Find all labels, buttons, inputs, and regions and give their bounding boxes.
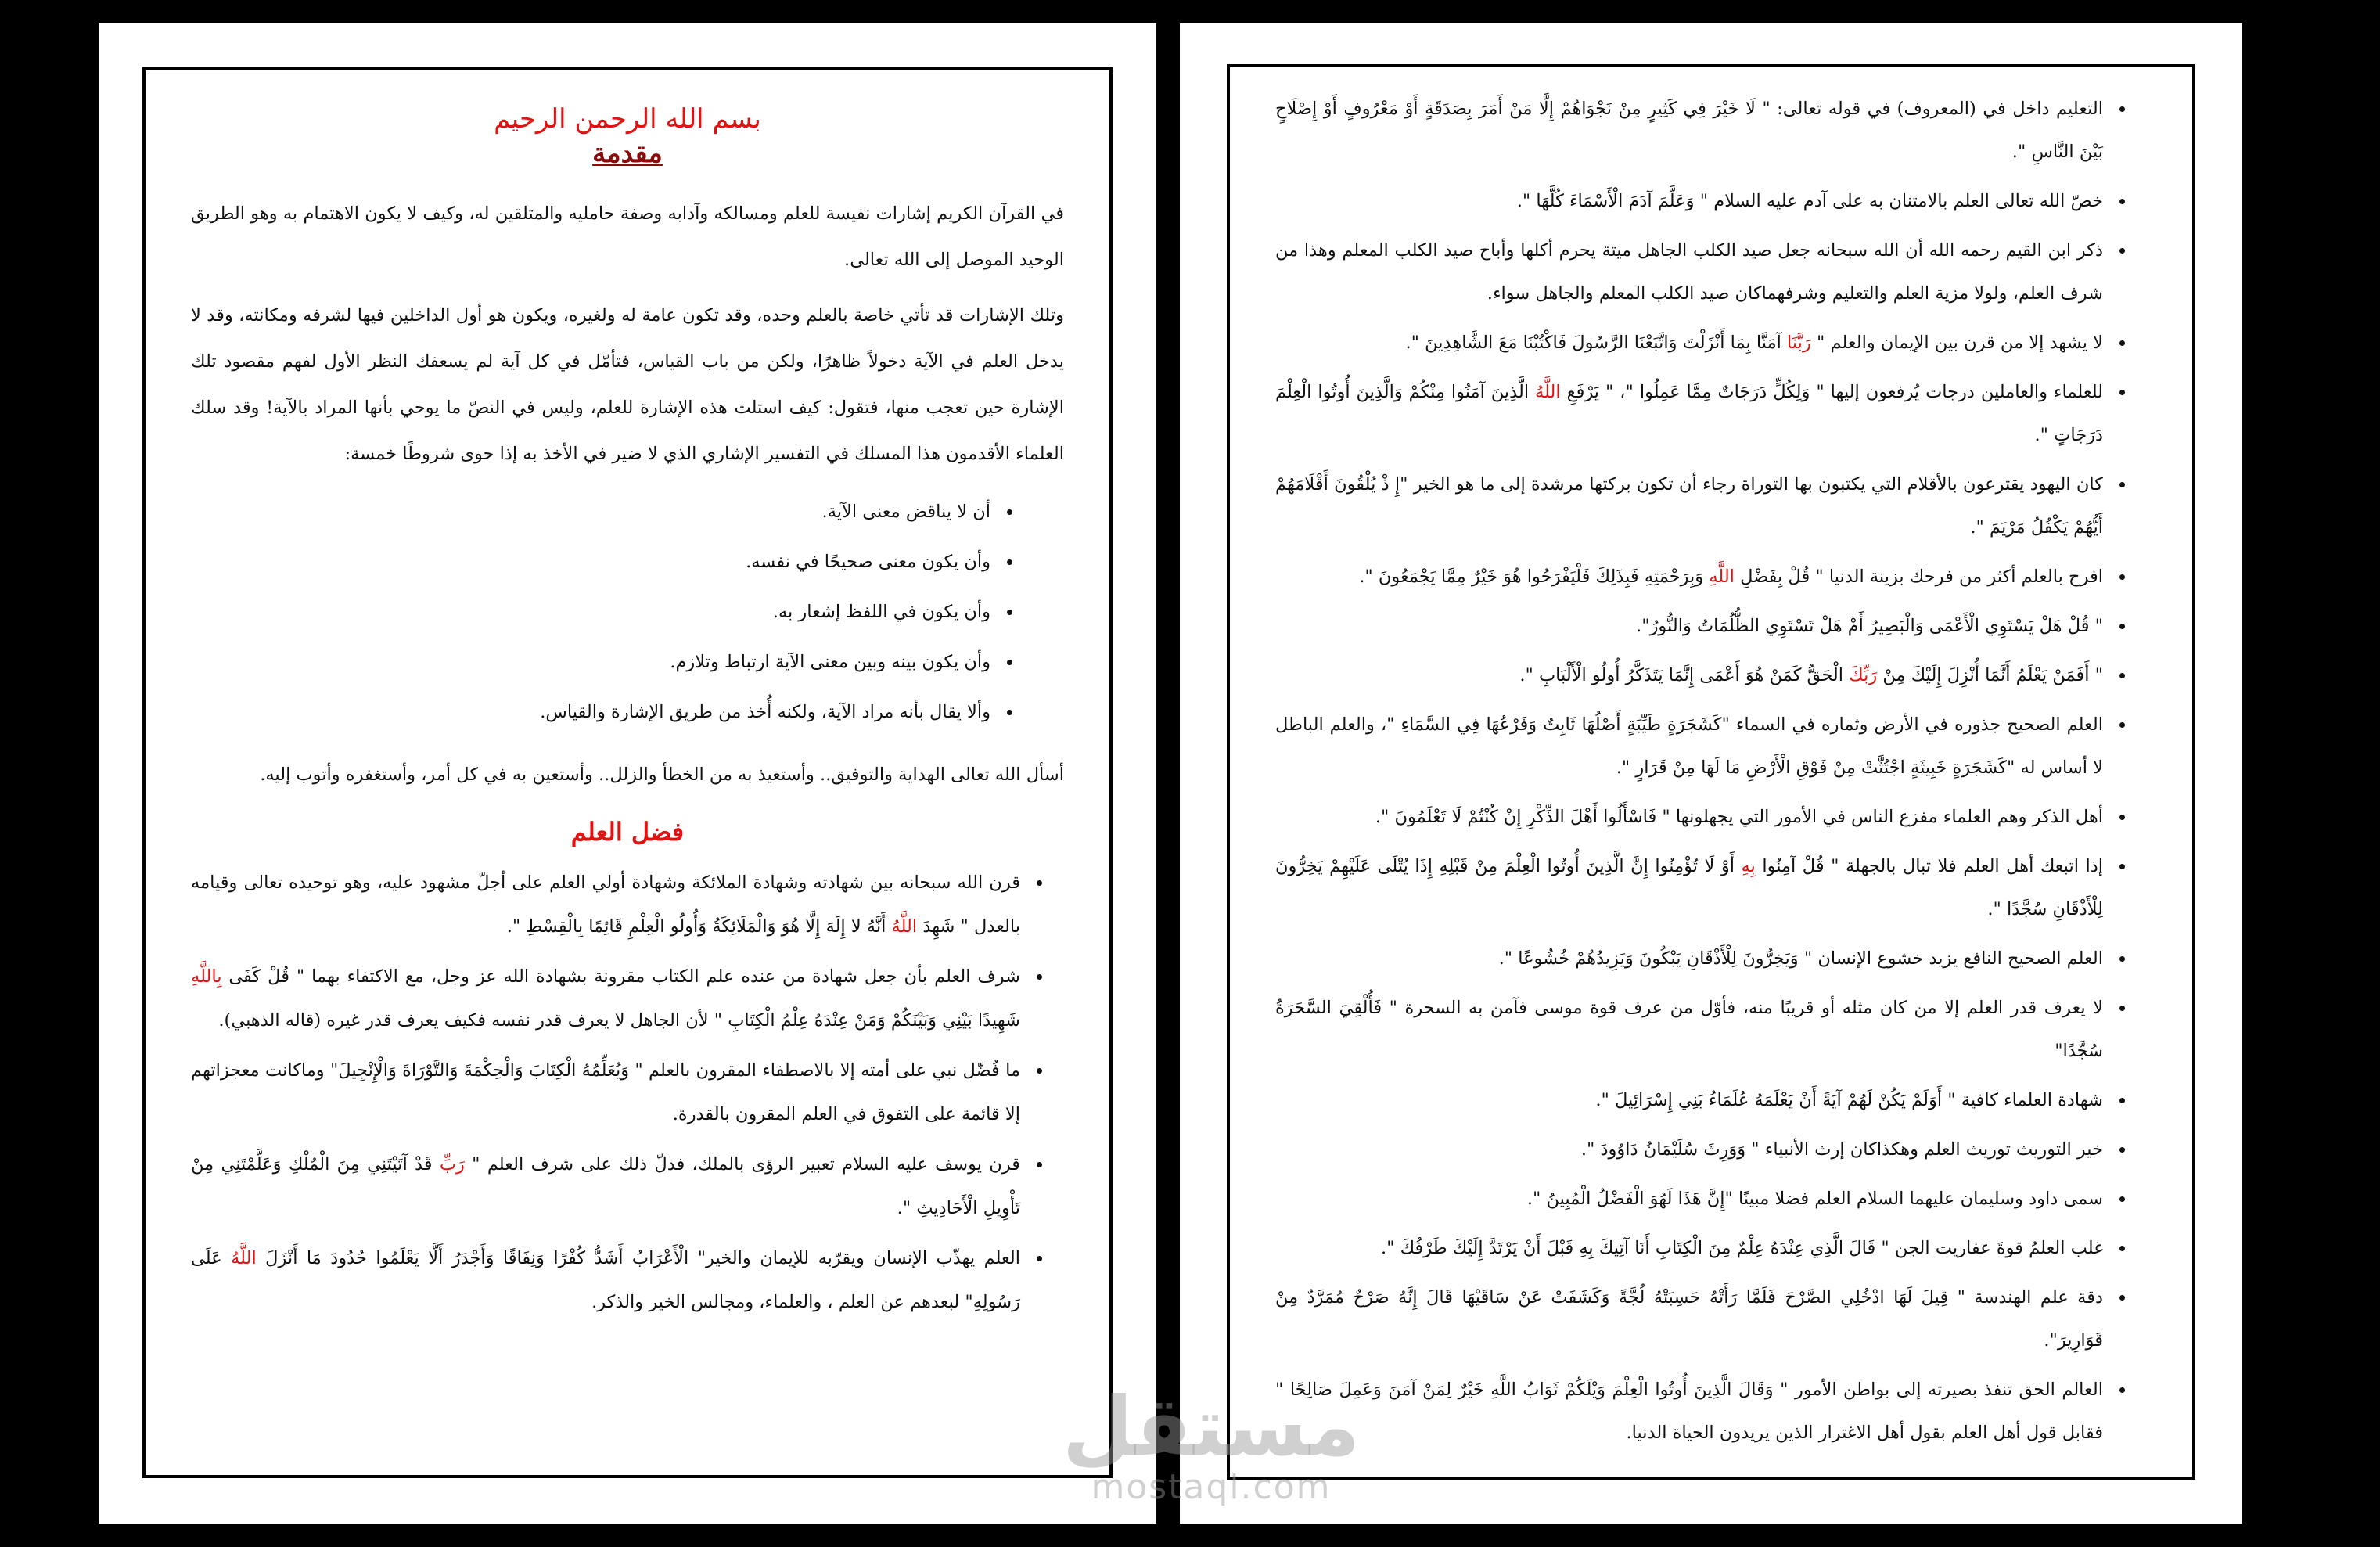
- divine-name-highlight: رَبَّنَا: [1787, 333, 1811, 353]
- intro-title: مقدمة: [592, 138, 663, 169]
- divine-name-highlight: رَبِّكَ: [1849, 665, 1878, 685]
- merit-text: افرح بالعلم أكثر من فرحك بزينة الدنيا " قُلْ بِفَضْلِ: [1734, 567, 2103, 587]
- merit-text: شرف العلم بأن جعل شهادة من عنده علم الكتاب مقرونة بشهادة الله عز وجل، مع الاكتفاء بهما " قُلْ كَفَى: [221, 966, 1020, 987]
- merit-text: آمَنَّا بِمَا أَنْزَلْتَ وَاتَّبَعْنَا الرَّسُولَ فَاكْتُبْنَا مَعَ الشَّاهِدِينَ ".: [1405, 333, 1788, 353]
- merit-text: شَهِيدًا بَيْنِي وَبَيْنَكُمْ وَمَنْ عِنْدَهُ عِلْمُ الْكِتَابِ " لأن الجاهل لا يعرف قدر نفسه فكيف يعرف قدر غيره (قاله الذهبي).: [218, 1010, 1020, 1031]
- merit-text: سمى داود وسليمان عليهما السلام العلم فضلا مبينًا "إِنَّ هَذَا لَهُوَ الْفَضْلُ الْمُبِينُ ".: [1526, 1189, 2103, 1209]
- section-title-virtue-of-knowledge: فضل العلم: [570, 817, 685, 847]
- condition-item: • أن لا يناقض معنى الآية.: [191, 487, 997, 537]
- merit-item: [1275, 1276, 2109, 1362]
- merit-item: [1275, 322, 2109, 365]
- merit-item: [1275, 845, 2109, 931]
- merit-text: العالم الحق تنفذ بصيرته إلى بواطن الأمور " وَقَالَ الَّذِينَ أُوتُوا الْعِلْمَ وَيْلَكُمْ ثَوَابُ اللَّهِ خَيْرٌ لِمَنْ آمَنَ وَعَمِلَ صَالِحًا " فقابل قول أهل العلم بقول أهل الاغترار الذين يريدون الحياة الدنيا.: [1275, 1380, 2103, 1443]
- page-content: [191, 91, 1064, 1459]
- page-content: [1275, 88, 2147, 1461]
- merit-item: [1275, 463, 2109, 549]
- merit-text: خصّ الله تعالى العلم بالامتنان به على آدم عليه السلام " وَعَلَّمَ آدَمَ الْأَسْمَاءَ كُلَّهَا ".: [1516, 191, 2103, 211]
- merit-text: الْحَقُّ كَمَنْ هُوَ أَعْمَى إِنَّمَا يَتَذَكَّرُ أُولُو الْأَلْبَابِ ".: [1519, 665, 1850, 685]
- document-page-right: [1180, 23, 2242, 1524]
- merit-item: [1275, 987, 2109, 1073]
- watermark-url: mostaql.com: [1091, 1467, 1332, 1507]
- merit-text: لا يعرف قدر العلم إلا من كان مثله أو قريبًا منه، فأوّل من عرف قوة موسى فآمن به السحرة " فَأُلْقِيَ السَّحَرَةُ سُجَّدًا": [1275, 998, 2103, 1061]
- intro-paragraph: في القرآن الكريم إشارات نفيسة للعلم ومسالكه وآدابه وصفة حامليه والمتلقين له، وكيف لا يكون الاهتمام به وهو الطريق الوحيد الموصل إلى الله تعالى.: [191, 203, 1064, 270]
- closing-prayer: أسأل الله تعالى الهداية والتوفيق.. وأستعيذ به من الخطأ والزلل.. وأستعين به في كل أمر، وأستغفره وأتوب إليه.: [260, 765, 1064, 785]
- merit-item: [1275, 180, 2109, 223]
- divine-name-highlight: اللَّهُ: [1535, 382, 1561, 402]
- merit-item: [191, 955, 1026, 1042]
- merits-list: [191, 861, 1064, 1324]
- divine-name-highlight: اللَّهُ: [231, 1248, 257, 1268]
- merit-text: العلم يهذّب الإنسان ويقرّبه للإيمان والخير" الْأَعْرَابُ أَشَدُّ كُفْرًا وَنِفَاقًا وَأَجْدَرُ أَلَّا يَعْلَمُوا حُدُودَ مَا أَنْزَلَ: [256, 1248, 1021, 1268]
- merit-item: [1275, 1178, 2109, 1221]
- merits-list: [1275, 88, 2147, 1455]
- merit-text: شهادة العلماء كافية " أَوَلَمْ يَكُنْ لَهُمْ آيَةً أَنْ يَعْلَمَهُ عُلَمَاءُ بَنِي إِسْرَائِيلَ ".: [1595, 1090, 2103, 1110]
- divine-name-highlight: بِهِ: [1741, 856, 1756, 876]
- merit-item: [1275, 371, 2109, 457]
- divine-name-highlight: اللَّهُ: [891, 916, 918, 937]
- merit-text: ما فُضّل نبي على أمته إلا بالاصطفاء المقرون بالعلم " وَيُعَلِّمُهُ الْكِتَابَ وَالْحِكْمَةَ وَالتَّوْرَاةَ وَالْإِنْجِيلَ" وماكانت معجزاتهم إلا قائمة على التفوق في العلم المقرون بالقدرة.: [191, 1060, 1020, 1124]
- merit-text: أهل الذكر وهم العلماء مفزع الناس في الأمور التي يجهلونها " فَاسْأَلُوا أَهْلَ الذِّكْرِ إِنْ كُنْتُمْ لَا تَعْلَمُونَ ".: [1375, 807, 2103, 827]
- condition-item: • وأن يكون بينه وبين معنى الآية ارتباط وتلازم.: [191, 637, 997, 687]
- merit-text: الَّذِينَ آمَنُوا مِنْكُمْ وَالَّذِينَ أُوتُوا الْعِلْمَ دَرَجَاتٍ ".: [1275, 382, 2103, 445]
- merit-text: قَدْ آتَيْتَنِي مِنَ الْمُلْكِ وَعَلَّمْتَنِي مِنْ تَأْوِيلِ الْأَحَادِيثِ ".: [191, 1154, 1020, 1218]
- merit-text: قرن يوسف عليه السلام تعبير الرؤى بالملك، فدلّ ذلك على شرف العلم ": [464, 1154, 1020, 1175]
- merit-text: " قُلْ هَلْ يَسْتَوِي الْأَعْمَى وَالْبَصِيرُ أَمْ هَلْ تَسْتَوِي الظُّلُمَاتُ وَالنُّورُ".: [1636, 616, 2103, 636]
- merit-text: العلم الصحيح النافع يزيد خشوع الإنسان " وَيَخِرُّونَ لِلْأَذْقَانِ يَبْكُونَ وَيَزِيدُهُمْ خُشُوعًا ".: [1498, 948, 2103, 969]
- merit-item: [1275, 88, 2109, 174]
- conditions-list: [191, 487, 1064, 737]
- merit-item: [1275, 1079, 2109, 1122]
- merit-text: كان اليهود يقترعون بالأقلام التي يكتبون بها التوراة رجاء أن تكون بركتها مرشدة إلى ما هو الخير "إِ ذْ يُلْقُونَ أَقْلَامَهُمْ أَيُّهُمْ يَكْفُلُ مَرْيَمَ ".: [1275, 474, 2103, 538]
- merit-text: لا يشهد إلا من قرن بين الإيمان والعلم ": [1810, 333, 2103, 353]
- merit-text: " أَفَمَنْ يَعْلَمُ أَنَّمَا أُنْزِلَ إِلَيْكَ مِنْ: [1877, 665, 2103, 685]
- condition-item: • وألا يقال بأنه مراد الآية، ولكنه أُخذ من طريق الإشارة والقياس.: [191, 687, 997, 737]
- merit-text: ذكر ابن القيم رحمه الله أن الله سبحانه جعل صيد الكلب الجاهل ميتة يحرم أكلها وأباح صيد الكلب المعلم وهذا من شرف العلم، ولولا مزية العلم والتعليم وشرفهماكان صيد الكلب المعلم والجاهل سواء.: [1275, 240, 2103, 304]
- merit-text: التعليم داخل في (المعروف) في قوله تعالى: " لَا خَيْرَ فِي كَثِيرٍ مِنْ نَجْوَاهُمْ إِلَّا مَنْ أَمَرَ بِصَدَقَةٍ أَوْ مَعْرُوفٍ أَوْ إِصْلَاحٍ بَيْنَ النَّاسِ ".: [1275, 99, 2103, 162]
- condition-item: • وأن يكون في اللفظ إشعار به.: [191, 587, 997, 637]
- intro-paragraph: وتلك الإشارات قد تأتي خاصة بالعلم وحده، وقد تكون عامة له ولغيره، ويكون هو أول الداخلين فيها لشرفه ومكانته، وقد لا يدخل العلم في الآية دخولاً ظاهرًا، ولكن من باب القياس، فتأمّل في كل آية لم يسعفك النظر الأول لفهم مقصود تلك الإشارة حين تعجب منها، فتقول: كيف استلت هذه الإشارة للعلم، وليس في النصّ ما يوحي بأنها المراد بالآية! وقد سلك العلماء الأقدمون هذا المسلك في التفسير الإشاري الذي لا ضير في الأخذ به إذا حوى شروطًا خمسة:: [191, 305, 1064, 464]
- basmala-heading: بسم الله الرحمن الرحيم: [494, 103, 761, 135]
- merit-text: إذا اتبعك أهل العلم فلا تبال بالجهلة " قُلْ آمِنُوا: [1755, 856, 2103, 876]
- merit-text: خير التوريث توريث العلم وهكذاكان إرث الأنبياء " وَوَرِثَ سُلَيْمَانُ دَاوُودَ ".: [1580, 1139, 2103, 1160]
- merit-item: [1275, 1227, 2109, 1270]
- merit-item: [191, 1049, 1026, 1136]
- merit-text: عَلَى رَسُولِهِ" لبعدهم عن العلم ، والعلماء، ومجالس الخير والذكر.: [191, 1248, 1020, 1312]
- merit-item: [1275, 1128, 2109, 1171]
- merit-item: [1275, 796, 2109, 839]
- merit-text: أَنَّهُ لا إِلَهَ إِلَّا هُوَ وَالْمَلَائِكَةُ وَأُولُو الْعِلْمِ قَائِمًا بِالْقِسْطِ ".: [506, 916, 892, 937]
- document-page-left: [99, 23, 1156, 1524]
- merit-text: أَوْ لَا تُؤْمِنُوا إِنَّ الَّذِينَ أُوتُوا الْعِلْمَ مِنْ قَبْلِهِ إِذَا يُتْلَى عَلَيْهِمْ يَخِرُّونَ لِلْأَذْقَانِ سُجَّدًا ".: [1275, 856, 2103, 919]
- merit-item: [1275, 605, 2109, 648]
- divine-name-highlight: اللَّهِ: [1709, 567, 1735, 587]
- divine-name-highlight: رَبِّ: [439, 1154, 465, 1175]
- page-border: [1227, 64, 2195, 1480]
- merit-text: وَبِرَحْمَتِهِ فَبِذَلِكَ فَلْيَفْرَحُوا هُوَ خَيْرٌ مِمَّا يَجْمَعُونَ ".: [1359, 567, 1710, 587]
- merit-item: [1275, 556, 2109, 599]
- merit-item: [191, 1236, 1026, 1324]
- divine-name-highlight: بِاللَّهِ: [191, 966, 222, 987]
- merit-item: [191, 1142, 1026, 1230]
- merit-item: [1275, 937, 2109, 980]
- merit-item: [1275, 1369, 2109, 1455]
- merit-text: العلم الصحيح جذوره في الأرض وثماره في السماء "كَشَجَرَةٍ طَيِّبَةٍ أَصْلُهَا ثَابِتٌ وَفَرْعُهَا فِي السَّمَاءِ "، والعلم الباطل لا أساس له "كَشَجَرَةٍ خَبِيثَةٍ اجْتُثَّتْ مِنْ فَوْقِ الْأَرْضِ مَا لَهَا مِنْ قَرَارٍ ".: [1275, 714, 2103, 778]
- page-border: [142, 67, 1113, 1478]
- merit-item: [1275, 703, 2109, 790]
- merit-text: غلب العلمُ قوةَ عفاريت الجن " قَالَ الَّذِي عِنْدَهُ عِلْمٌ مِنَ الْكِتَابِ أَنَا آتِيكَ بِهِ قَبْلَ أَنْ يَرْتَدَّ إِلَيْكَ طَرْفُكَ ".: [1380, 1238, 2103, 1258]
- merit-item: [1275, 229, 2109, 315]
- merit-item: [1275, 654, 2109, 697]
- condition-item: • وأن يكون معنى صحيحًا في نفسه.: [191, 537, 997, 587]
- merit-text: دقة علم الهندسة " قِيلَ لَهَا ادْخُلِي الصَّرْحَ فَلَمَّا رَأَتْهُ حَسِبَتْهُ لُجَّةً وَكَشَفَتْ عَنْ سَاقَيْهَا قَالَ إِنَّهُ صَرْحٌ مُمَرَّدٌ مِنْ قَوَارِيرَ".: [1275, 1287, 2103, 1351]
- merit-item: [191, 861, 1026, 948]
- merit-text: للعلماء والعاملين درجات يُرفعون إليها " وَلِكُلٍّ دَرَجَاتٌ مِمَّا عَمِلُوا "، " يَرْفَعِ: [1560, 382, 2103, 402]
- merit-text: قرن الله سبحانه بين شهادته وشهادة الملائكة وشهادة أولي العلم على أجلّ مشهود عليه، وهو توحيده تعالى وقيامه بالعدل " شَهِدَ: [191, 872, 1020, 937]
- watermark-logo-text: مستقل: [1062, 1379, 1361, 1474]
